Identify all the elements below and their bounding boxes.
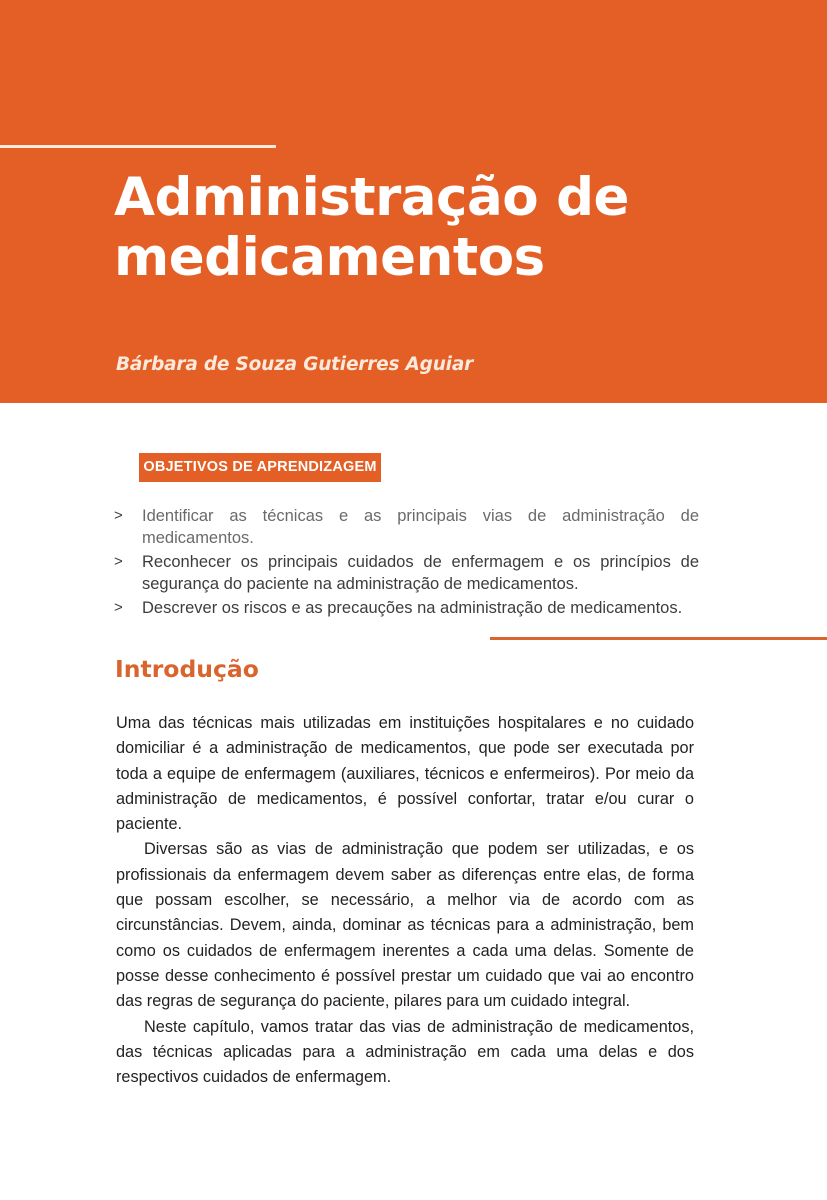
objective-text: Identificar as técnicas e as principais vias de administração de medicamentos. — [142, 507, 699, 547]
chapter-header — [0, 0, 827, 403]
objective-text: Reconhecer os principais cuidados de enfermagem e os princípios de segurança do paciente na administração de medicamentos. — [142, 553, 699, 593]
objective-item — [114, 551, 699, 595]
objectives-label: OBJETIVOS DE APRENDIZAGEM — [139, 453, 381, 482]
chevron-right-icon: > — [114, 599, 123, 616]
header-divider — [0, 145, 276, 148]
section-divider — [490, 637, 827, 640]
chevron-right-icon: > — [114, 507, 123, 524]
chapter-author: Bárbara de Souza Gutierres Aguiar — [116, 354, 474, 375]
objective-text: Descrever os riscos e as precauções na administração de medicamentos. — [142, 599, 683, 617]
chapter-title — [114, 168, 774, 288]
paragraph: Neste capítulo, vamos tratar das vias de administração de medicamentos, das técnicas aplicadas para a administração em cada uma delas e dos respectivos cuidados de enfermagem. — [116, 1017, 694, 1087]
objective-item — [114, 597, 699, 619]
chevron-right-icon: > — [114, 553, 123, 570]
paragraph: Uma das técnicas mais utilizadas em instituições hospitalares e no cuidado domiciliar é a administração de medicamentos, que pode ser executada por toda a equipe de enfermagem (auxiliares, técnicos e enfermeiros). Por meio da administração de medicamentos, é possível confortar, tratar e/ou curar o paciente. — [116, 714, 694, 834]
section-heading: Introdução — [115, 655, 259, 683]
section-body — [116, 711, 694, 1090]
objective-item — [114, 505, 699, 549]
chapter-title-line-2: medicamentos — [114, 227, 545, 288]
objectives-list — [114, 505, 699, 621]
chapter-title-line-1: Administração de — [114, 167, 629, 228]
paragraph: Diversas são as vias de administração que podem ser utilizadas, e os profissionais da enfermagem devem saber as diferenças entre elas, de forma que possam escolher, se necessário, a melhor via de acordo com as circunstâncias. Devem, ainda, dominar as técnicas para a administração, bem como os cuidados de enfermagem inerentes a cada uma delas. Somente de posse desse conhecimento é possível prestar um cuidado que vai ao encontro das regras de segurança do paciente, pilares para um cuidado integral. — [116, 840, 694, 1011]
